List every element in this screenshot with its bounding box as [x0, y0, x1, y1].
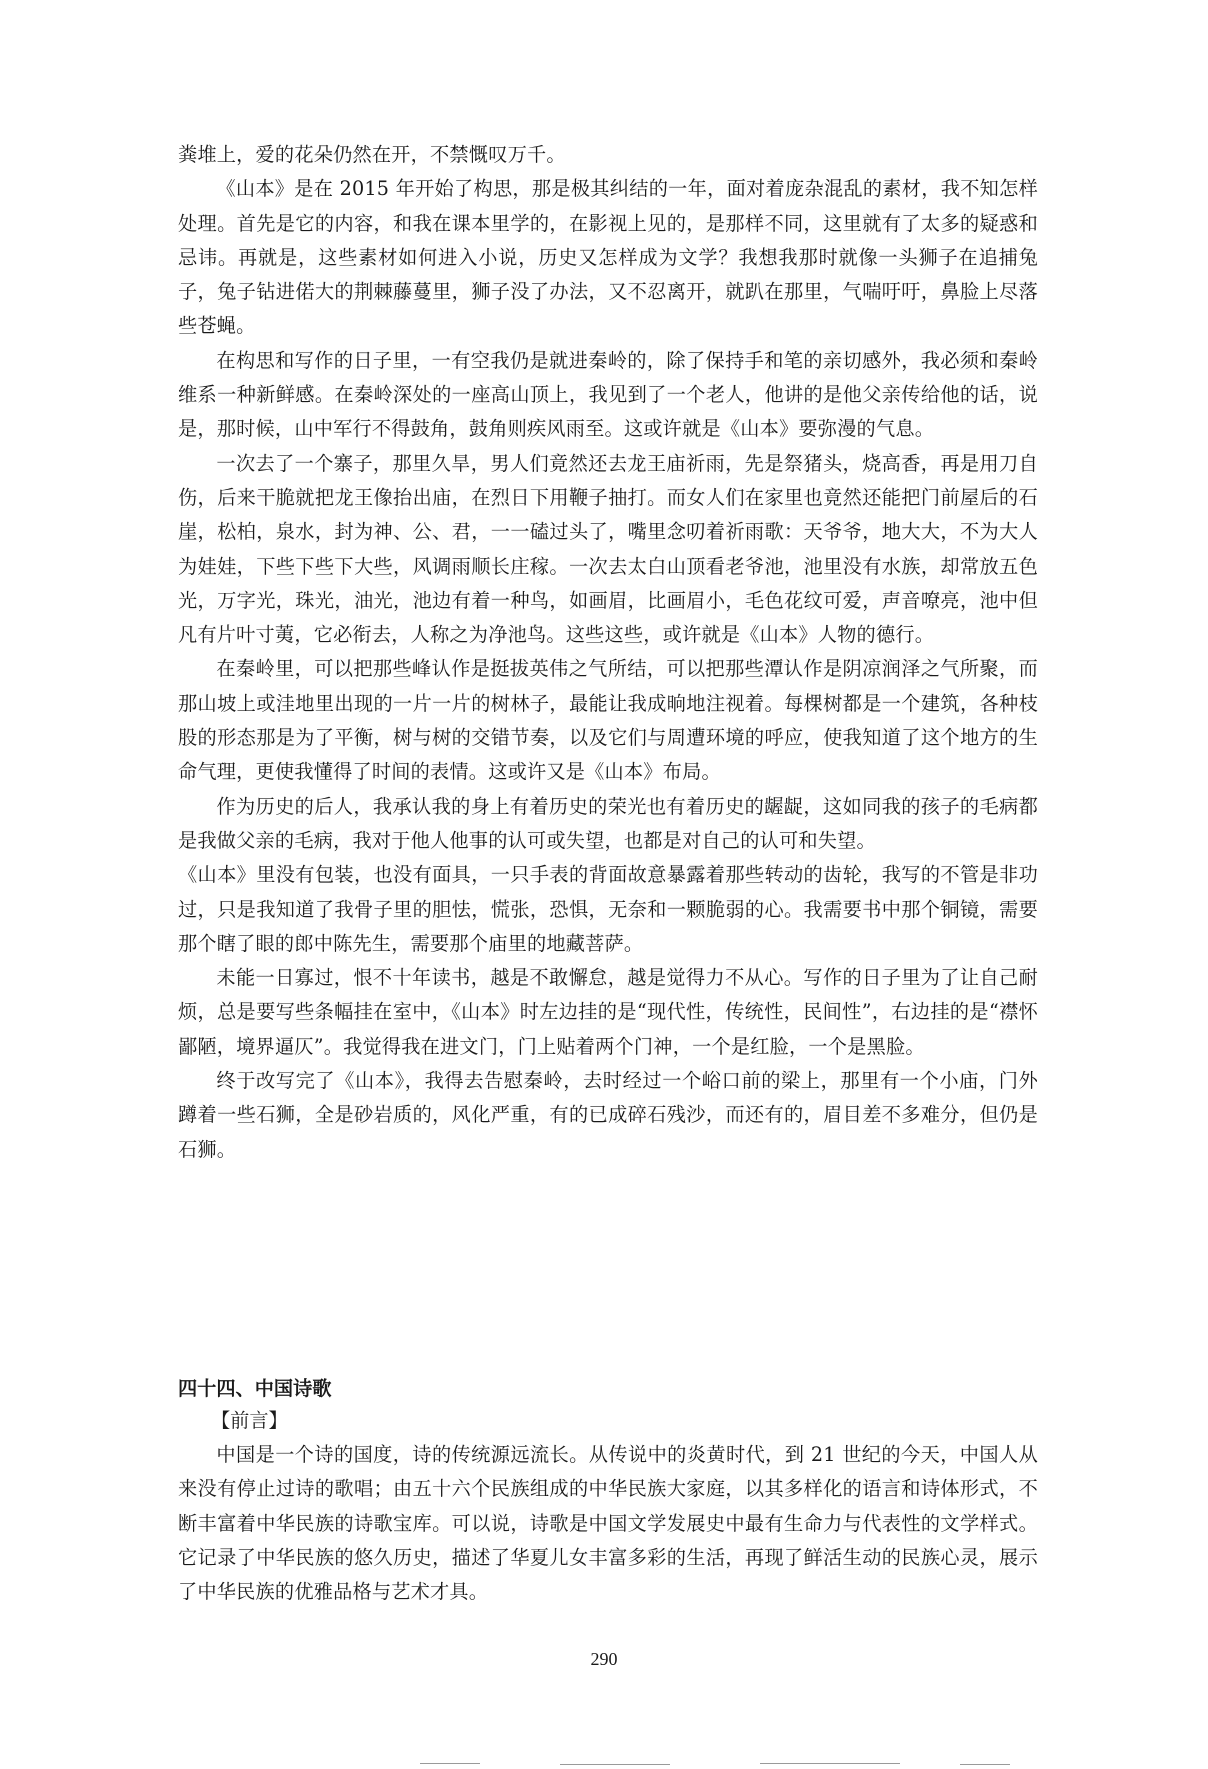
paragraph: 粪堆上，爱的花朵仍然在开，不禁慨叹万千。: [178, 143, 566, 166]
section-title: 四十四、中国诗歌: [178, 1377, 332, 1400]
essay-body: [178, 138, 1038, 1167]
preface-body: [178, 1438, 1038, 1609]
section-subheading: 【前言】: [211, 1409, 288, 1432]
scan-artifact: [760, 1763, 900, 1764]
paragraph: 一次去了一个寨子，那里久旱，男人们竟然还去龙王庙祈雨，先是祭猪头，烧高香，再是用刀自伤，后来干脆就把龙王像抬出庙，在烈日下用鞭子抽打。而女人们在家里也竟然还能把门前屋后的石崖，松柏，泉水，封为神、公、君，一一磕过头了，嘴里念叨着祈雨歌：天爷爷，地大大，不为大人为娃娃，下些下些下大些，风调雨顺长庄稼。一次去太白山顶看老爷池，池里没有水族，却常放五色光，万字光，珠光，油光，池边有着一种鸟，如画眉，比画眉小，毛色花纹可爱，声音嘹亮，池中但凡有片叶寸荑，它必衔去，人称之为净池鸟。这些这些，或许就是《山本》人物的德行。: [178, 451, 1038, 647]
paragraph: 在构思和写作的日子里，一有空我仍是就进秦岭的，除了保持手和笔的亲切感外，我必须和秦岭维系一种新鲜感。在秦岭深处的一座高山顶上，我见到了一个老人，他讲的是他父亲传给他的话，说是，那时候，山中军行不得鼓角，鼓角则疾风雨至。这或许就是《山本》要弥漫的气息。: [178, 348, 1038, 441]
scan-artifact: [560, 1764, 670, 1765]
paragraph: 《山本》是在 2015 年开始了构思，那是极其纠结的一年，面对着庞杂混乱的素材，我不知怎样处理。首先是它的内容，和我在课本里学的，在影视上见的，是那样不同，这里就有了太多的疑惑和忌讳。再就是，这些素材如何进入小说，历史又怎样成为文学？我想我那时就像一头狮子在追捕兔子，兔子钻进偌大的荆棘藤蔓里，狮子没了办法，又不忍离开，就趴在那里，气喘吁吁，鼻脸上尽落些苍蝇。: [178, 177, 1038, 338]
paragraph: 终于改写完了《山本》，我得去告慰秦岭，去时经过一个峪口前的梁上，那里有一个小庙，门外蹲着一些石狮，全是砂岩质的，风化严重，有的已成碎石残沙，而还有的，眉目差不多难分，但仍是石狮。: [178, 1069, 1038, 1161]
paragraph: 在秦岭里，可以把那些峰认作是挺拔英伟之气所结，可以把那些潭认作是阴凉润泽之气所聚，而那山坡上或洼地里出现的一片一片的树林子，最能让我成晌地注视着。每棵树都是一个建筑，各种枝股的形态那是为了平衡，树与树的交错节奏，以及它们与周遭环境的呼应，使我知道了这个地方的生命气理，更使我懂得了时间的表情。这或许又是《山本》布局。: [178, 657, 1038, 784]
paragraph: 作为历史的后人，我承认我的身上有着历史的荣光也有着历史的龌龊，这如同我的孩子的毛病都是我做父亲的毛病，我对于他人他事的认可或失望，也都是对自己的认可和失望。: [178, 794, 1038, 852]
paragraph: 中国是一个诗的国度，诗的传统源远流长。从传说中的炎黄时代，到 21 世纪的今天，中国人从来没有停止过诗的歌唱；由五十六个民族组成的中华民族大家庭，以其多样化的语言和诗体形式，不断丰富着中华民族的诗歌宝库。可以说，诗歌是中国文学发展史中最有生命力与代表性的文学样式。它记录了中华民族的悠久历史，描述了华夏儿女丰富多彩的生活，再现了鲜活生动的民族心灵，展示了中华民族的优雅品格与艺术才具。: [178, 1443, 1038, 1604]
scan-artifact: [420, 1763, 480, 1764]
page-number: 290: [590, 1649, 618, 1669]
paragraph: 《山本》里没有包装，也没有面具，一只手表的背面故意暴露着那些转动的齿轮，我写的不管是非功过，只是我知道了我骨子里的胆怯，慌张，恐惧，无奈和一颗脆弱的心。我需要书中那个铜镜，需要那个瞎了眼的郎中陈先生，需要那个庙里的地藏菩萨。: [178, 863, 1038, 955]
paragraph: 未能一日寡过，恨不十年读书，越是不敢懈怠，越是觉得力不从心。写作的日子里为了让自己耐烦，总是要写些条幅挂在室中，《山本》时左边挂的是“现代性，传统性，民间性”，右边挂的是“襟怀鄙陋，境界逼仄”。我觉得我在进文门，门上贴着两个门神，一个是红脸，一个是黑脸。: [178, 966, 1038, 1058]
scan-artifact: [960, 1764, 1010, 1765]
